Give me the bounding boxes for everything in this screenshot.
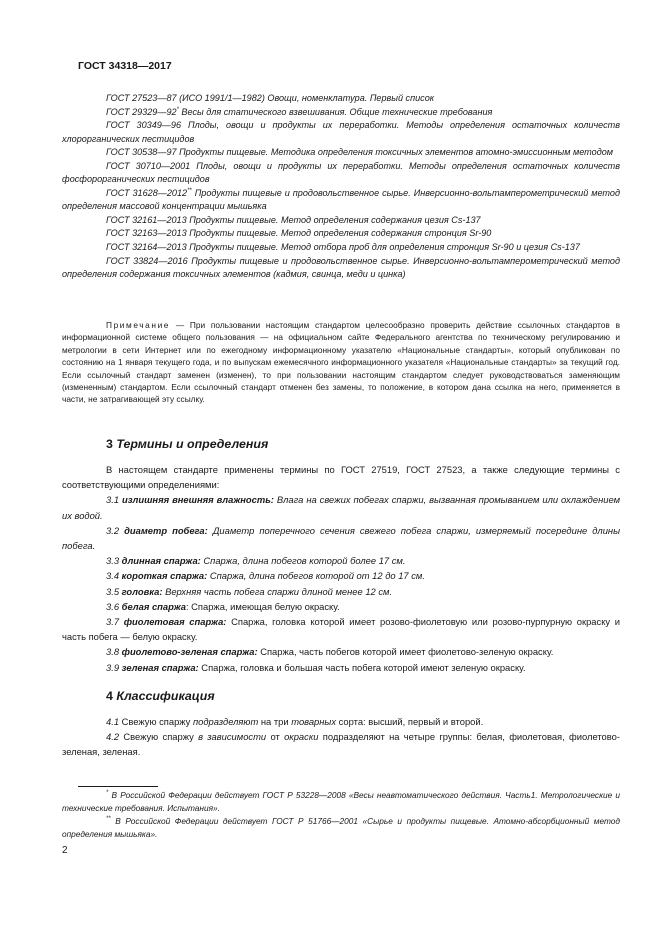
footnotes [62, 789, 620, 841]
term-definition: 3.7 фиолетовая спаржа: Спаржа, головка которой имеет розово-фиолетовую или розово-пурпурную окраску и часть побега — белую окраску. [62, 616, 621, 643]
reference-item: ГОСТ 32161—2013 Продукты пищевые. Метод определения содержания цезия Cs-137 [106, 214, 481, 225]
reference-item: ГОСТ 30710—2001 Плоды, овощи и продукты их переработки. Методы определения остаточных количеств фосфорорганических пестицидов [62, 160, 620, 185]
classification-paragraph: 4.1 Свежую спаржу подразделяют на три товарных сорта: высший, первый и второй. [106, 716, 484, 727]
note-label: Примечание [106, 320, 171, 330]
section-3-body [62, 462, 620, 675]
reference-item: ГОСТ 27523—87 (ИСО 1991/1—1982) Овощи, номенклатура. Первый список [106, 93, 435, 103]
footnote-divider [78, 786, 158, 787]
term-definition: 3.6 белая спаржа: Спаржа, имеющая белую окраску. [106, 600, 340, 612]
section-3-heading: 3 Термины и определения [106, 437, 269, 451]
reference-item: ГОСТ 33824—2016 Продукты пищевые и продовольственное сырье. Инверсионно-вольтамперометрический метод определения содержания токсичных элементов (кадмия, свинца, меди и цинка) [62, 255, 620, 280]
section-4-heading: 4 Классификация [106, 689, 215, 703]
note-block [62, 319, 620, 406]
term-definition: 3.3 длинная спаржа: Спаржа, длина побегов которой более 17 см. [106, 555, 406, 567]
reference-item: ГОСТ 31628—2012** Продукты пищевые и продовольственное сырье. Инверсионно-вольтамперометрический метод определения массовой концентрации мышьяка [62, 187, 620, 212]
term-definition: 3.2 диаметр побега: Диаметр поперечного сечения свежего побега спаржи, измеряемый посередине длины побега. [62, 524, 620, 552]
reference-item: ГОСТ 32163—2013 Продукты пищевые. Метод определения содержания стронция Sr-90 [106, 228, 492, 239]
reference-item: ГОСТ 30538—97 Продукты пищевые. Методика определения токсичных элементов атомно-эмиссионным методом [106, 147, 614, 158]
page-number: 2 [62, 845, 68, 856]
footnote-item: ** В Российской Федерации действует ГОСТ Р 51766—2001 «Сырье и продукты пищевые. Атомно-абсорбционный метод определения мышьяка». [62, 816, 620, 839]
term-definition: 3.8 фиолетово-зеленая спаржа: Спаржа, часть побегов которой имеет фиолетово-зеленую окраску. [106, 646, 554, 658]
reference-item: ГОСТ 29329—92* Весы для статического взвешивания. Общие технические требования [106, 106, 493, 117]
references-list [62, 92, 620, 282]
term-definition: 3.9 зеленая спаржа: Спаржа, головка и большая часть побега которой имеют зеленую окраску. [106, 661, 526, 673]
note-text: — При пользовании настоящим стандартом целесообразно проверить действие ссылочных стандартов в информационной системе общего пользования — на официальном сайте Федерального агентства по техническому регулированию и метрологии в сети Интернет или по ежегодному информационному указателю «Национальные стандарты», который опубликован по состоянию на 1 января текущего года, и по выпускам ежемесячного информационного указателя «Национальные стандарты» за текущий год. Если ссылочный стандарт заменен (изменен), то при пользовании настоящим стандартом следует руководствоваться заменяющим (измененным) стандартом. Если ссылочный стандарт отменен без замены, то положение, в котором дана ссылка на него, применяется в части, не затрагивающей эту ссылку. [62, 320, 620, 405]
term-definition: 3.5 головка: Верхняя часть побега спаржи длиной менее 12 см. [106, 585, 393, 597]
page-header: ГОСТ 34318—2017 [78, 60, 172, 72]
reference-item: ГОСТ 32164—2013 Продукты пищевые. Метод отбора проб для определения стронция Sr-90 и цезия Cs-137 [106, 242, 580, 253]
section-3-intro: В настоящем стандарте применены термины по ГОСТ 27519, ГОСТ 27523, а также следующие термины с соответствующими определениями: [62, 464, 620, 491]
classification-paragraph: 4.2 Свежую спаржу в зависимости от окраски подразделяют на четыре группы: белая, фиолетовая, фиолетово-зеленая, зеленая. [62, 731, 620, 758]
section-4-body [62, 714, 620, 760]
footnote-item: * В Российской Федерации действует ГОСТ Р 53228—2008 «Весы неавтоматического действия. Часть1. Метрологические и технические требования. Испытания». [62, 790, 620, 813]
term-definition: 3.1 излишняя внешняя влажность: Влага на свежих побегах спаржи, вызванная промыванием или охлаждением их водой. [62, 494, 620, 521]
reference-item: ГОСТ 30349—96 Плоды, овощи и продукты их переработки. Методы определения остаточных количеств хлорорганических пестицидов [62, 120, 620, 144]
term-definition: 3.4 короткая спаржа: Спаржа, длина побегов которой от 12 до 17 см. [106, 570, 425, 582]
